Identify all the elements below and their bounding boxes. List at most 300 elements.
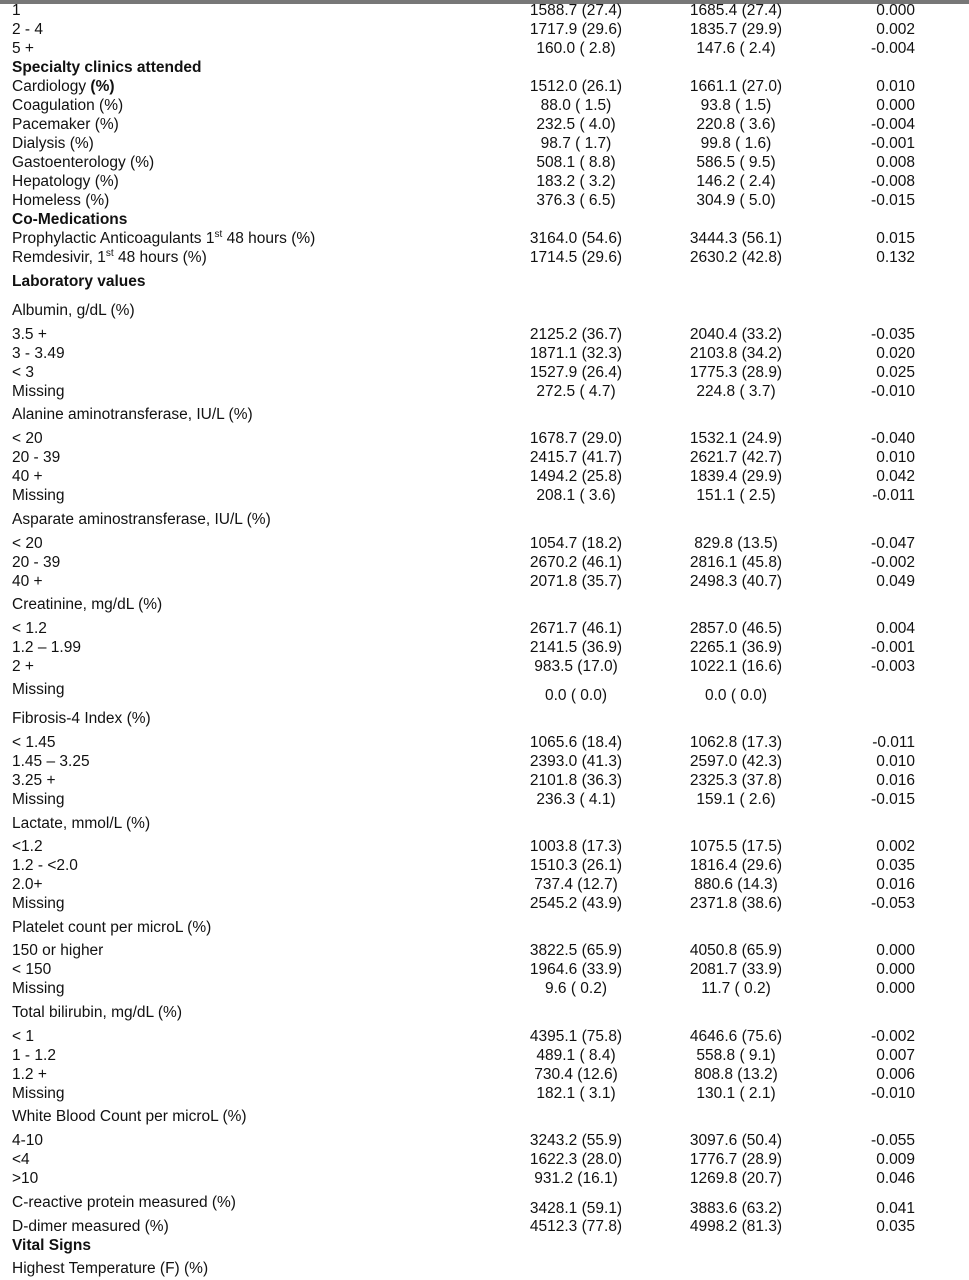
subheader-row [0,510,969,530]
group-b-value: 224.8 ( 3.7) [696,383,776,400]
row-label-text: Total bilirubin, mg/dL (%) [12,1004,182,1021]
row-label-text: < 1 [12,1028,34,1045]
row-label-text: Dialysis (%) [12,135,94,152]
smd-value: 0.035 [876,857,915,874]
row-label [12,856,78,876]
row-label-suffix: 48 hours (%) [222,230,316,247]
smd-value: 0.009 [876,1151,915,1168]
row-label-text: Hepatology (%) [12,173,119,190]
group-a-value: 1622.3 (28.0) [529,1151,623,1168]
row-label-text: Missing [12,791,65,808]
group-a-value: 1588.7 (27.4) [529,2,623,19]
row-label-text: Homeless (%) [12,192,110,209]
group-b-value: 1835.7 (29.9) [689,21,783,38]
row-label-text: < 20 [12,430,43,447]
table-row [0,837,969,857]
table-row [0,1217,969,1237]
row-label [12,638,81,658]
smd-value: 0.015 [876,230,915,247]
group-b-value: 0.0 ( 0.0) [704,687,768,704]
table-row [0,1,969,21]
table-row [0,1150,969,1170]
table-row [0,229,969,249]
row-label-text: Alanine aminotransferase, IU/L (%) [12,406,253,423]
row-label [12,363,34,383]
row-label-text: Laboratory values [12,273,146,290]
group-b-value: 2325.3 (37.8) [689,772,783,789]
group-b-value: 1075.5 (17.5) [689,838,783,855]
table-row [0,382,969,402]
row-label [12,979,65,999]
row-label [12,191,109,211]
smd-value: 0.000 [876,980,915,997]
group-b-value: 1661.1 (27.0) [689,78,783,95]
group-a-value: 737.4 (12.7) [534,876,618,893]
row-label-text: 40 + [12,468,43,485]
row-label [12,96,123,116]
smd-value: -0.010 [871,1085,915,1102]
row-label [12,837,43,857]
row-label-text: Cardiology [12,78,91,95]
row-label-unit: (%) [90,78,115,95]
row-label-text: Specialty clinics attended [12,59,202,76]
smd-value: -0.011 [872,734,915,751]
group-a-value: 376.3 ( 6.5) [536,192,616,209]
smd-value: -0.015 [871,791,915,808]
smd-value: -0.011 [872,487,915,504]
row-label-text: 1 [12,2,21,19]
table-row [0,941,969,961]
table-row [0,960,969,980]
row-label [12,709,151,729]
row-label [12,429,43,449]
row-label-text: Creatinine, mg/dL (%) [12,596,163,613]
group-a-value: 1871.1 (32.3) [529,345,623,362]
row-label [12,405,253,425]
table-row [0,363,969,383]
row-label-text: Highest Temperature (F) (%) [12,1260,209,1277]
group-a-value: 183.2 ( 3.2) [536,173,616,190]
group-a-value: 2141.5 (36.9) [529,639,623,656]
smd-value: -0.004 [871,40,915,57]
subheader-row [0,595,969,615]
group-b-value: 3444.3 (56.1) [689,230,783,247]
group-b-value: 146.2 ( 2.4) [696,173,776,190]
row-label-text: Asparate aminostransferase, IU/L (%) [12,511,271,528]
group-a-value: 2071.8 (35.7) [529,573,623,590]
table-row [0,752,969,772]
group-a-value: 3243.2 (55.9) [529,1132,623,1149]
row-label [12,1150,30,1170]
row-label-text: Vital Signs [12,1237,91,1254]
group-a-value: 730.4 (12.6) [534,1066,618,1083]
row-label [12,486,65,506]
row-label-text: 40 + [12,573,43,590]
group-b-value: 1269.8 (20.7) [689,1170,783,1187]
table-row [0,894,969,914]
table-row [0,619,969,639]
smd-value: -0.010 [871,383,915,400]
smd-value: -0.003 [871,658,915,675]
row-label-suffix: 48 hours (%) [113,249,207,266]
row-label-text: Pacemaker (%) [12,116,119,133]
row-label-text: Missing [12,895,65,912]
group-a-value: 160.0 ( 2.8) [536,40,616,57]
group-b-value: 880.6 (14.3) [694,876,778,893]
row-label [12,875,43,895]
row-label [12,1,21,21]
row-label [12,1003,182,1023]
table-row [0,429,969,449]
row-label-text: 1.2 – 1.99 [12,639,81,656]
row-label [12,382,65,402]
group-a-value: 98.7 ( 1.7) [540,135,612,152]
table-row [0,572,969,592]
group-b-value: 829.8 (13.5) [694,535,778,552]
table-row [0,657,969,677]
group-a-value: 2101.8 (36.3) [529,772,623,789]
section-header-row [0,272,969,292]
smd-value: -0.055 [871,1132,915,1149]
row-label-text: C-reactive protein measured (%) [12,1194,236,1211]
group-a-value: 236.3 ( 4.1) [536,791,616,808]
smd-value: -0.053 [871,895,915,912]
smd-value: -0.015 [871,192,915,209]
table-row [0,191,969,211]
row-label [12,534,43,554]
row-label-text: 1.2 - <2.0 [12,857,78,874]
smd-value: 0.008 [876,154,915,171]
smd-value: -0.047 [871,535,915,552]
smd-value: -0.004 [871,116,915,133]
smd-value: -0.035 [871,326,915,343]
section-title [12,58,202,78]
subheader-row [0,405,969,425]
group-a-value: 4395.1 (75.8) [529,1028,623,1045]
group-a-value: 489.1 ( 8.4) [536,1047,616,1064]
group-a-value: 1717.9 (29.6) [529,21,623,38]
row-label [12,115,119,135]
group-a-value: 2670.2 (46.1) [529,554,623,571]
group-b-value: 2621.7 (42.7) [689,449,783,466]
row-label-text: Gastoenterology (%) [12,154,155,171]
row-label-text: Prophylactic Anticoagulants 1 [12,230,215,247]
row-label [12,448,60,468]
group-a-value: 1512.0 (26.1) [529,78,623,95]
row-label-text: 1.2 + [12,1066,47,1083]
row-label [12,960,51,980]
row-label [12,510,271,530]
row-label-text: < 1.2 [12,620,47,637]
group-a-value: 1054.7 (18.2) [529,535,623,552]
group-a-value: 1065.6 (18.4) [529,734,623,751]
row-label [12,814,150,834]
row-label-text: 20 - 39 [12,449,61,466]
group-a-value: 1678.7 (29.0) [529,430,623,447]
group-b-value: 2597.0 (42.3) [689,753,783,770]
smd-value: 0.020 [876,345,915,362]
smd-value: -0.002 [871,554,915,571]
smd-value: 0.010 [876,449,915,466]
group-b-value: 3097.6 (50.4) [689,1132,783,1149]
group-b-value: 2081.7 (33.9) [689,961,783,978]
table-row [0,153,969,173]
group-b-value: 2371.8 (38.6) [689,895,783,912]
group-a-value: 3164.0 (54.6) [529,230,623,247]
row-label [12,790,65,810]
table-row [0,979,969,999]
group-a-value: 2393.0 (41.3) [529,753,623,770]
row-label [12,1107,247,1127]
table-row [0,856,969,876]
group-b-value: 2630.2 (42.8) [689,249,783,266]
group-b-value: 151.1 ( 2.5) [696,487,776,504]
table-row [0,172,969,192]
smd-value: 0.035 [876,1218,915,1235]
row-label [12,941,103,961]
row-label [12,752,90,772]
group-a-value: 931.2 (16.1) [534,1170,618,1187]
table-row [0,1065,969,1085]
row-label [12,1259,208,1279]
smd-value: -0.040 [871,430,915,447]
group-b-value: 1062.8 (17.3) [689,734,783,751]
group-a-value: 208.1 ( 3.6) [536,487,616,504]
group-b-value: 586.5 ( 9.5) [696,154,776,171]
table-row [0,1169,969,1189]
row-label-text: D-dimer measured (%) [12,1218,169,1235]
smd-value: 0.016 [876,876,915,893]
row-label-text: <4 [12,1151,30,1168]
table-row [0,39,969,59]
group-b-value: 2498.3 (40.7) [689,573,783,590]
row-label [12,134,94,154]
row-label-text: White Blood Count per microL (%) [12,1108,247,1125]
group-a-value: 983.5 (17.0) [534,658,618,675]
row-label-text: Co-Medications [12,211,128,228]
subheader-row [0,918,969,938]
row-label-text: Missing [12,383,65,400]
smd-value: -0.001 [871,639,915,656]
row-label-text: < 150 [12,961,52,978]
table-row [0,325,969,345]
group-b-value: 1776.7 (28.9) [689,1151,783,1168]
group-a-value: 1510.3 (26.1) [529,857,623,874]
group-a-value: 2545.2 (43.9) [529,895,623,912]
table-row [0,733,969,753]
smd-value: 0.132 [876,249,915,266]
row-label [12,1027,34,1047]
row-label [12,1065,47,1085]
subheader-row [0,1259,969,1279]
group-b-value: 1775.3 (28.9) [689,364,783,381]
row-label-text: < 3 [12,364,34,381]
row-label-text: Remdesivir, 1 [12,249,106,266]
table-row [0,134,969,154]
smd-value: 0.042 [876,468,915,485]
group-b-value: 1532.1 (24.9) [689,430,783,447]
row-label [12,467,43,487]
row-label-text: 2.0+ [12,876,43,893]
table-row [0,486,969,506]
row-label-text: 2 + [12,658,34,675]
group-a-value: 4512.3 (77.8) [529,1218,623,1235]
smd-value: 0.000 [876,942,915,959]
section-title [12,210,127,230]
group-b-value: 2040.4 (33.2) [689,326,783,343]
row-label-text: <1.2 [12,838,43,855]
table-row [0,248,969,268]
row-label [12,229,315,249]
smd-value: 0.006 [876,1066,915,1083]
group-b-value: 130.1 ( 2.1) [696,1085,776,1102]
group-a-value: 1527.9 (26.4) [529,364,623,381]
group-a-value: 2125.2 (36.7) [529,326,623,343]
group-a-value: 1003.8 (17.3) [529,838,623,855]
table-row [0,534,969,554]
row-label-text: >10 [12,1170,39,1187]
section-header-row [0,210,969,230]
row-label-text: 2 - 4 [12,21,44,38]
group-b-value: 2265.1 (36.9) [689,639,783,656]
row-label [12,172,119,192]
row-label [12,1084,65,1104]
row-label-text: Missing [12,487,65,504]
group-a-value: 232.5 ( 4.0) [536,116,616,133]
smd-value: 0.041 [876,1200,915,1217]
group-a-value: 3428.1 (59.1) [529,1200,623,1217]
table-row [0,96,969,116]
row-label [12,325,47,345]
row-label [12,894,65,914]
group-b-value: 1839.4 (29.9) [689,468,783,485]
smd-value: 0.025 [876,364,915,381]
table-row [0,344,969,364]
row-label-text: 3 - 3.49 [12,345,65,362]
row-label-text: 3.25 + [12,772,56,789]
group-b-value: 4646.6 (75.6) [689,1028,783,1045]
group-b-value: 1685.4 (27.4) [689,2,783,19]
table-row [0,875,969,895]
row-label-text: 1 - 1.2 [12,1047,56,1064]
table-row [0,448,969,468]
group-b-value: 147.6 ( 2.4) [696,40,776,57]
row-label [12,39,34,59]
group-b-value: 11.7 ( 0.2) [701,980,771,997]
row-label [12,1217,169,1237]
row-label-text: Lactate, mmol/L (%) [12,815,151,832]
group-b-value: 93.8 ( 1.5) [700,97,772,114]
row-label-text: 5 + [12,40,34,57]
row-label [12,77,115,97]
table-row [0,467,969,487]
group-a-value: 0.0 ( 0.0) [544,687,608,704]
row-label [12,572,43,592]
row-label [12,1046,56,1066]
row-label [12,1193,236,1213]
smd-value: 0.004 [876,620,915,637]
subheader-row [0,709,969,729]
row-label-text: Missing [12,681,65,698]
row-label-text: 1.45 – 3.25 [12,753,90,770]
row-label-text: 150 or higher [12,942,104,959]
table-row [0,20,969,40]
table-row [0,77,969,97]
table-row [0,1046,969,1066]
group-a-value: 2671.7 (46.1) [529,620,623,637]
smd-value: 0.046 [876,1170,915,1187]
row-label [12,619,47,639]
row-label-text: Coagulation (%) [12,97,124,114]
subheader-row [0,814,969,834]
group-b-value: 808.8 (13.2) [694,1066,778,1083]
row-label [12,1169,38,1189]
group-a-value: 182.1 ( 3.1) [536,1085,616,1102]
section-title [12,1236,91,1256]
row-label-text: Fibrosis-4 Index (%) [12,710,151,727]
row-label [12,1131,43,1151]
section-title [12,272,146,292]
group-a-value: 9.6 ( 0.2) [544,980,608,997]
row-label-text: 4-10 [12,1132,44,1149]
table-row [0,638,969,658]
row-label [12,657,34,677]
subheader-row [0,301,969,321]
group-b-value: 2857.0 (46.5) [689,620,783,637]
smd-value: 0.000 [876,2,915,19]
section-header-row [0,58,969,78]
group-a-value: 272.5 ( 4.7) [536,383,616,400]
row-label [12,595,162,615]
row-label-text: Platelet count per microL (%) [12,919,212,936]
row-label [12,553,60,573]
group-b-value: 4050.8 (65.9) [689,942,783,959]
group-b-value: 99.8 ( 1.6) [700,135,772,152]
smd-value: -0.008 [871,173,915,190]
table-row [0,115,969,135]
subheader-row [0,1107,969,1127]
row-label-text: Albumin, g/dL (%) [12,302,135,319]
table-row [0,1131,969,1151]
row-label [12,153,154,173]
ordinal-superscript: st [105,248,114,259]
ordinal-superscript: st [214,229,223,240]
section-header-row [0,1236,969,1256]
group-b-value: 2103.8 (34.2) [689,345,783,362]
group-b-value: 220.8 ( 3.6) [696,116,776,133]
smd-value: 0.016 [876,772,915,789]
table-row [0,1027,969,1047]
table-row [0,1193,969,1217]
group-a-value: 1494.2 (25.8) [529,468,623,485]
group-b-value: 3883.6 (63.2) [689,1200,783,1217]
row-label-text: Missing [12,1085,65,1102]
table-row [0,790,969,810]
group-b-value: 4998.2 (81.3) [689,1218,783,1235]
row-label [12,344,65,364]
smd-value: 0.010 [876,78,915,95]
group-a-value: 2415.7 (41.7) [529,449,623,466]
row-label [12,733,56,753]
subheader-row [0,1003,969,1023]
smd-value: 0.007 [876,1047,915,1064]
table-row [0,553,969,573]
smd-value: 0.000 [876,961,915,978]
smd-value: 0.002 [876,838,915,855]
group-b-value: 1816.4 (29.6) [689,857,783,874]
row-label [12,301,135,321]
group-b-value: 558.8 ( 9.1) [696,1047,776,1064]
